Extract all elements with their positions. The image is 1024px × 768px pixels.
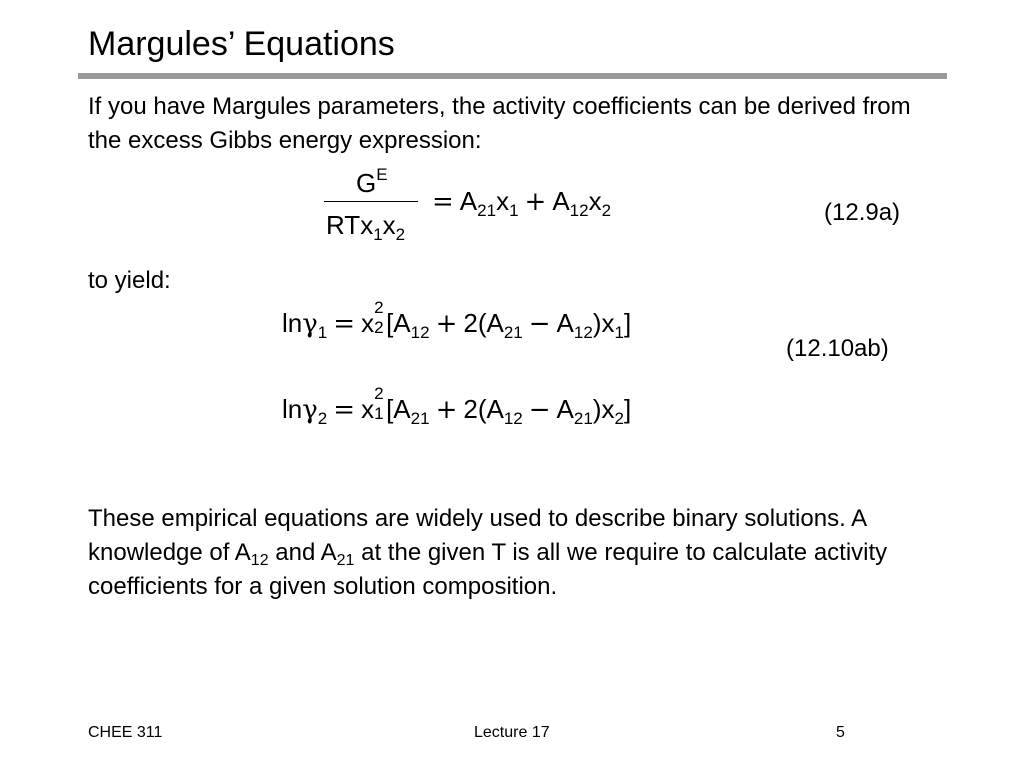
fraction-denominator: $RTx_1x_2$	[326, 210, 406, 244]
excess-gibbs-rhs: = $A_{21}x_1 + A_{12}x_2$	[432, 186, 612, 220]
slide-title: Margules’ Equations	[88, 25, 395, 63]
excess-gibbs-fraction	[318, 166, 424, 246]
footer-lecture: Lecture 17	[474, 724, 550, 741]
fraction-bar	[324, 201, 418, 202]
footer-course: CHEE 311	[88, 724, 163, 741]
fraction-numerator: $G^E$	[356, 165, 388, 198]
conclusion-paragraph: These empirical equations are widely used to describe binary solutions. A knowledge of $A_{12}$ and $A_{21}$ at the given T is all we require to calculate activity coefficients for a given solution composition.	[88, 505, 888, 600]
yield-text: to yield:	[88, 267, 171, 294]
equation-number-12-9a: (12.9a)	[824, 199, 901, 226]
footer-page-number: 5	[836, 724, 845, 741]
ln-gamma2-equation: lnγ$_2$ = x 2 1 $[A_{21} + 2(A_{12} - A_{21})x_2]$	[282, 384, 632, 428]
title-divider	[78, 73, 947, 79]
equation-number-12-10ab: (12.10ab)	[786, 335, 889, 362]
ln-gamma1-equation: lnγ$_1$ = x 2 2 $[A_{12} + 2(A_{21} - A_{12})x_1]$	[282, 298, 632, 342]
intro-paragraph: If you have Margules parameters, the activity coefficients can be derived from the excess Gibbs energy expression:	[88, 93, 911, 154]
